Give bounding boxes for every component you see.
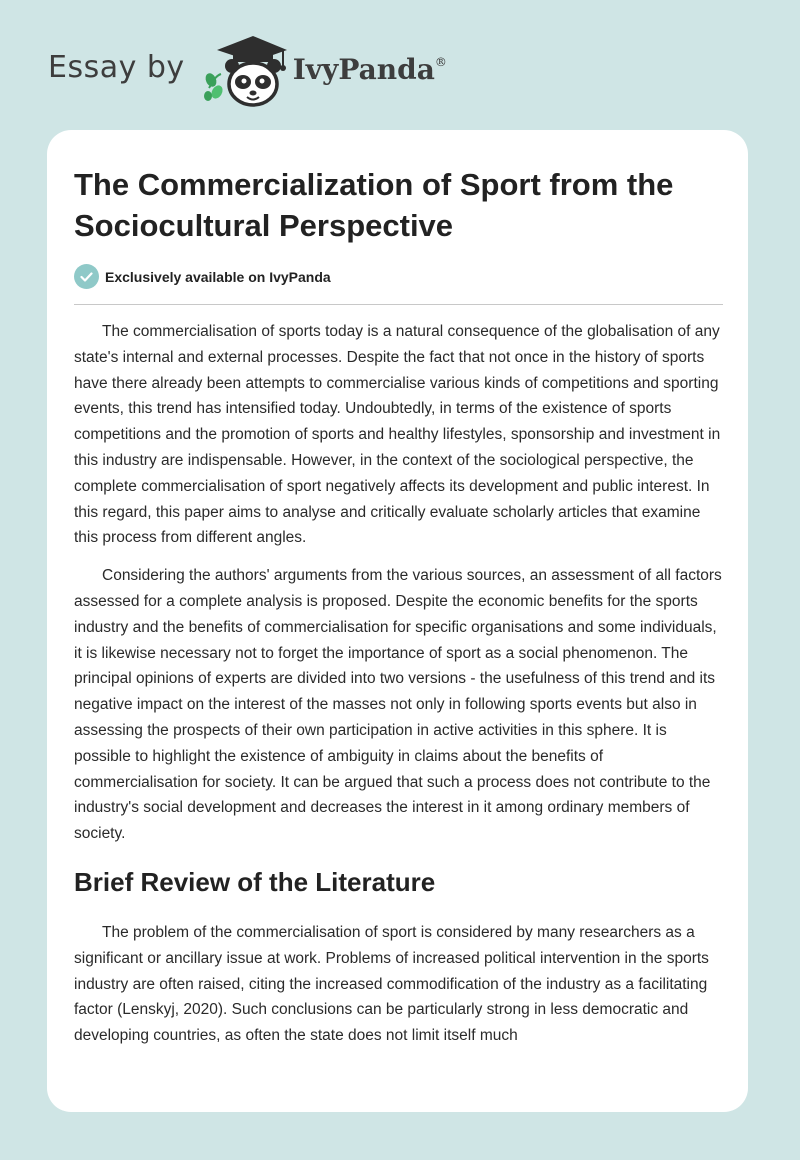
divider [74, 304, 723, 305]
section-heading: Brief Review of the Literature [74, 866, 436, 897]
panda-graduate-icon [199, 30, 291, 110]
section-paragraph: The problem of the commercialisation of sport is considered by many researchers as a significant or ancillary issue at work. Problems of increased political intervention in the sports industry are often raised, citing the increased commodification of the industry as a facilitating factor (Lenskyj, 2020). Such conclusions can be particularly strong in less democratic and developing countries, as often the state does not limit itself much [74, 923, 709, 1045]
page-title: The Commercialization of Sport from the Sociocultural Perspective [74, 167, 674, 243]
check-icon [74, 264, 99, 289]
site-header [48, 30, 447, 110]
exclusive-label: Exclusively available on IvyPanda [105, 268, 331, 285]
exclusive-badge [74, 264, 331, 289]
paragraph-2: Considering the authors' arguments from the various sources, an assessment of all factors assessed for a complete analysis is proposed. Despite the economic benefits for the sports industry and the benefits of commercialisation for specific organisations and some individuals, it is likewise necessary not to forget the importance of sport as a social phenomenon. The principal opinions of experts are divided into two versions - the usefulness of this trend and its negative impact on the interest of the masses not only in following sports events but also in assessing the prospects of their own participation in active activities in this sphere. It is possible to highlight the existence of ambiguity in claims about the benefits of commercialisation for society. It can be argued that such a process does not contribute to the industry's social development and decreases the interest in it among ordinary members of society. [74, 567, 722, 843]
essay-card [47, 130, 748, 1112]
essay-body [74, 319, 724, 1061]
paragraph-1: The commercialisation of sports today is a natural consequence of the globalisation of any state's internal and external processes. Despite the fact that not once in the history of sports have there already been attempts to commercialise various kinds of competitions and sporting events, this trend has intensified today. Undoubtedly, in terms of the existence of sports competitions and the promotion of sports and healthy lifestyles, sponsorship and investment in this industry are indispensable. However, in the context of the sociological perspective, the complete commercialisation of sport negatively affects its development and public interest. In this regard, this paper aims to analyse and critically evaluate scholarly articles that examine this process from different angles. [74, 323, 721, 547]
essay-by-label: Essay by [48, 49, 185, 85]
brand-name: IvyPanda® [292, 52, 447, 86]
registered-mark: ® [434, 54, 447, 69]
